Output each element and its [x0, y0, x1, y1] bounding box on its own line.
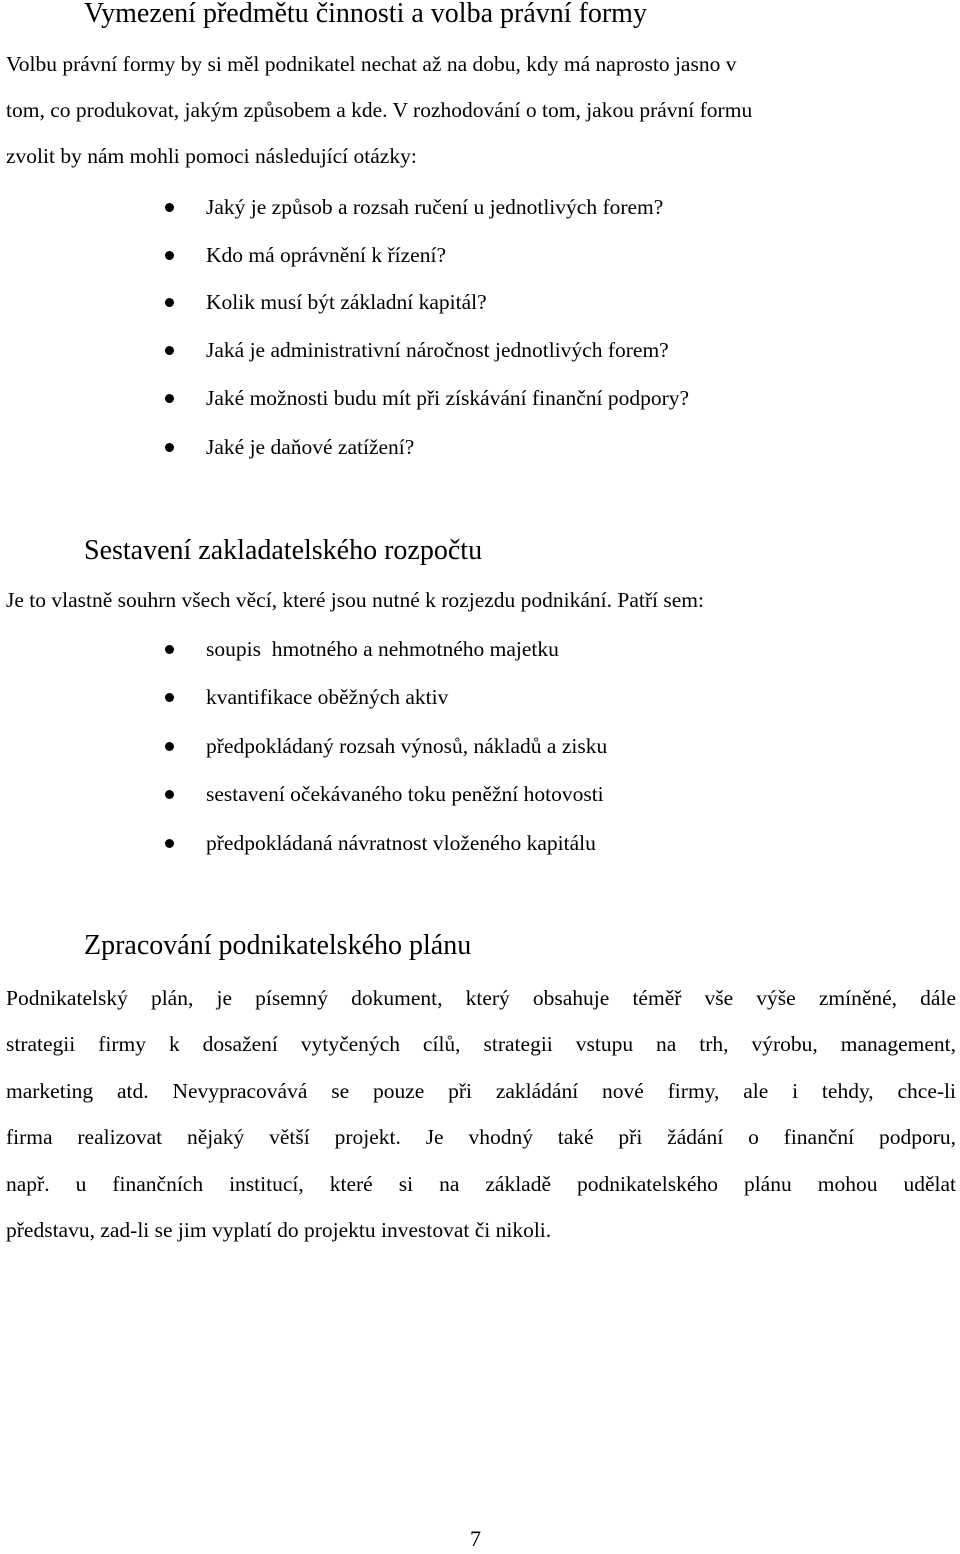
paragraph-line: strategii firmy k dosažení vytyčených cílů, strategii vstupu na trh, výrobu, management,	[6, 1032, 956, 1057]
bullet-icon	[165, 298, 174, 307]
bullet-icon	[165, 790, 174, 799]
list-item	[165, 435, 414, 460]
bullet-icon	[165, 693, 174, 702]
section-heading-legal-form: Vymezení předmětu činnosti a volba právní formy	[84, 0, 647, 29]
list-item-text: kvantifikace oběžných aktiv	[206, 685, 449, 709]
list-item	[165, 243, 446, 268]
list-item-text: Jaká je administrativní náročnost jednotlivých forem?	[206, 338, 669, 362]
list-item-text: Jaké je daňové zatížení?	[206, 435, 415, 459]
list-item-text: předpokládaná návratnost vloženého kapitálu	[206, 831, 596, 855]
section-heading-business-plan: Zpracování podnikatelského plánu	[84, 930, 472, 961]
list-item-text: Kdo má oprávnění k řízení?	[206, 243, 446, 267]
bullet-icon	[165, 645, 174, 654]
list-item	[165, 734, 607, 759]
intro-line-3: zvolit by nám mohli pomoci následující otázky:	[6, 144, 417, 168]
bullet-icon	[165, 742, 174, 751]
list-item-text: Kolik musí být základní kapitál?	[206, 290, 487, 314]
list-item	[165, 290, 487, 315]
paragraph-line: firma realizovat nějaký větší projekt. Je vhodný také při žádání o finanční podporu,	[6, 1125, 956, 1150]
paragraph-line: marketing atd. Nevypracovává se pouze při zakládání nové firmy, ale i tehdy, chce-li	[6, 1078, 956, 1103]
intro-line-2: tom, co produkovat, jakým způsobem a kde. V rozhodování o tom, jakou právní formu	[6, 98, 753, 122]
list-item-text: předpokládaný rozsah výnosů, nákladů a zisku	[206, 734, 608, 758]
page-number: 7	[470, 1526, 481, 1551]
list-item	[165, 338, 669, 363]
list-item	[165, 685, 448, 710]
bullet-icon	[165, 839, 174, 848]
paragraph-line: Podnikatelský plán, je písemný dokument, který obsahuje téměř vše výše zmíněné, dále	[6, 986, 956, 1010]
list-item	[165, 831, 596, 856]
list-item	[165, 195, 663, 220]
paragraph-line: např. u finančních institucí, které si na základě podnikatelského plánu mohou udělat	[6, 1171, 956, 1196]
bullet-icon	[165, 251, 174, 260]
bullet-icon	[165, 443, 174, 452]
business-plan-paragraph	[6, 975, 956, 1253]
budget-intro: Je to vlastně souhrn všech věcí, které jsou nutné k rozjezdu podnikání. Patří sem:	[6, 588, 704, 612]
list-item-text: Jaké možnosti budu mít při získávání finanční podpory?	[206, 386, 690, 410]
intro-line-1: Volbu právní formy by si měl podnikatel nechat až na dobu, kdy má naprosto jasno v	[6, 52, 737, 76]
list-item	[165, 782, 604, 807]
list-item	[165, 386, 689, 411]
list-item-text: soupis hmotného a nehmotného majetku	[206, 637, 559, 661]
list-item-text: Jaký je způsob a rozsah ručení u jednotlivých forem?	[206, 195, 664, 219]
section-heading-budget: Sestavení zakladatelského rozpočtu	[84, 535, 483, 566]
bullet-icon	[165, 394, 174, 403]
bullet-icon	[165, 203, 174, 212]
list-item	[165, 637, 559, 662]
paragraph-line: představu, zad-li se jim vyplatí do projektu investovat či nikoli.	[6, 1218, 552, 1243]
list-item-text: sestavení očekávaného toku peněžní hotovosti	[206, 782, 604, 806]
bullet-icon	[165, 346, 174, 355]
